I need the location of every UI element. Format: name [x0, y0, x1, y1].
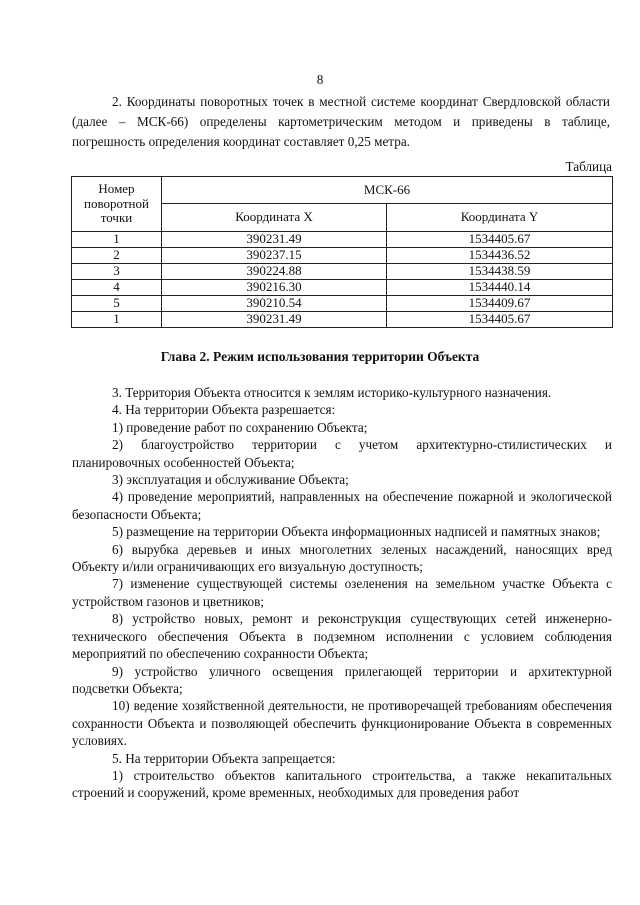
list-item: 3) эксплуатация и обслуживание Объекта; — [112, 472, 349, 488]
list-item: 1) проведение работ по сохранению Объекта; — [112, 419, 368, 435]
coordinate-y-cell: 1534405.67 — [387, 232, 613, 248]
page-number: 8 — [316, 72, 324, 87]
list-item: 10) ведение хозяйственной деятельности, не противоречащей требованиям обеспечения сохранности Объекта и позволяющей обеспечить функционирование Объекта в современных условиях. — [72, 698, 612, 749]
body-text — [72, 384, 612, 802]
point-number-cell: 4 — [72, 280, 162, 296]
coordinate-x-cell: 390237.15 — [162, 248, 387, 264]
point-number-cell: 5 — [72, 296, 162, 312]
coordinate-y-cell: 1534409.67 — [387, 296, 613, 312]
table-caption: Таблица — [565, 159, 612, 174]
point-number-cell: 3 — [72, 264, 162, 280]
header-coordinate-x: Координата X — [162, 204, 387, 232]
coordinate-x-cell: 390210.54 — [162, 296, 387, 312]
point-number-cell: 2 — [72, 248, 162, 264]
table-row — [72, 312, 613, 328]
list-item: 4) проведение мероприятий, направленных на обеспечение пожарной и экологической безопасности Объекта; — [72, 489, 612, 522]
coordinate-y-cell: 1534436.52 — [387, 248, 613, 264]
header-point-number: Номер поворотной точки — [72, 177, 162, 232]
coordinate-y-cell: 1534438.59 — [387, 264, 613, 280]
table-row — [72, 296, 613, 312]
table-row — [72, 280, 613, 296]
list-item: 6) вырубка деревьев и иных многолетних зеленых насаждений, наносящих вред Объекту и/или ограничивающих его визуальную доступность; — [72, 541, 612, 575]
table-row — [72, 232, 613, 248]
coordinate-x-cell: 390216.30 — [162, 280, 387, 296]
header-coordinate-y: Координата Y — [387, 204, 613, 232]
list-item: 1) строительство объектов капитального строительства, а также некапитальных строений и сооружений, кроме временных, необходимых для проведения работ — [72, 767, 612, 801]
list-item: 7) изменение существующей системы озеленения на земельном участке Объекта с устройством газонов и цветников; — [72, 576, 612, 609]
header-coordinate-system: МСК-66 — [162, 177, 613, 204]
list-item: 9) устройство уличного освещения прилегающей территории и архитектурной подсветки Объекта; — [72, 663, 612, 696]
point-number-cell: 1 — [72, 232, 162, 248]
table-row — [72, 264, 613, 280]
paragraph: 3. Территория Объекта относится к землям историко-культурного назначения. — [112, 385, 552, 400]
coordinate-y-cell: 1534440.14 — [387, 280, 613, 296]
paragraph: 4. На территории Объекта разрешается: — [112, 402, 336, 418]
list-item: 5) размещение на территории Объекта информационных надписей и памятных знаков; — [112, 524, 601, 540]
coordinate-x-cell: 390231.49 — [162, 232, 387, 248]
intro-paragraph: 2. Координаты поворотных точек в местной системе координат Свердловской области (далее – МСК-66) определены картометрическим методом и приведены в таблице, погрешность определения координат составляет 0,25 метра. — [72, 94, 610, 149]
chapter-title: Глава 2. Режим использования территории Объекта — [160, 349, 480, 364]
coordinate-x-cell: 390224.88 — [162, 264, 387, 280]
coordinates-table — [71, 176, 613, 328]
list-item: 8) устройство новых, ремонт и реконструкция существующих сетей инженерно-технического обеспечения Объекта в подземном исполнении с условием соблюдения мероприятий по обеспечению сохранности Объекта; — [72, 611, 612, 662]
paragraph: 5. На территории Объекта запрещается: — [112, 750, 336, 766]
point-number-cell: 1 — [72, 312, 162, 328]
coordinate-x-cell: 390231.49 — [162, 312, 387, 328]
coordinate-y-cell: 1534405.67 — [387, 312, 613, 328]
table-row — [72, 248, 613, 264]
list-item: 2) благоустройство территории с учетом архитектурно-стилистических и планировочных особенностей Объекта; — [72, 437, 612, 470]
